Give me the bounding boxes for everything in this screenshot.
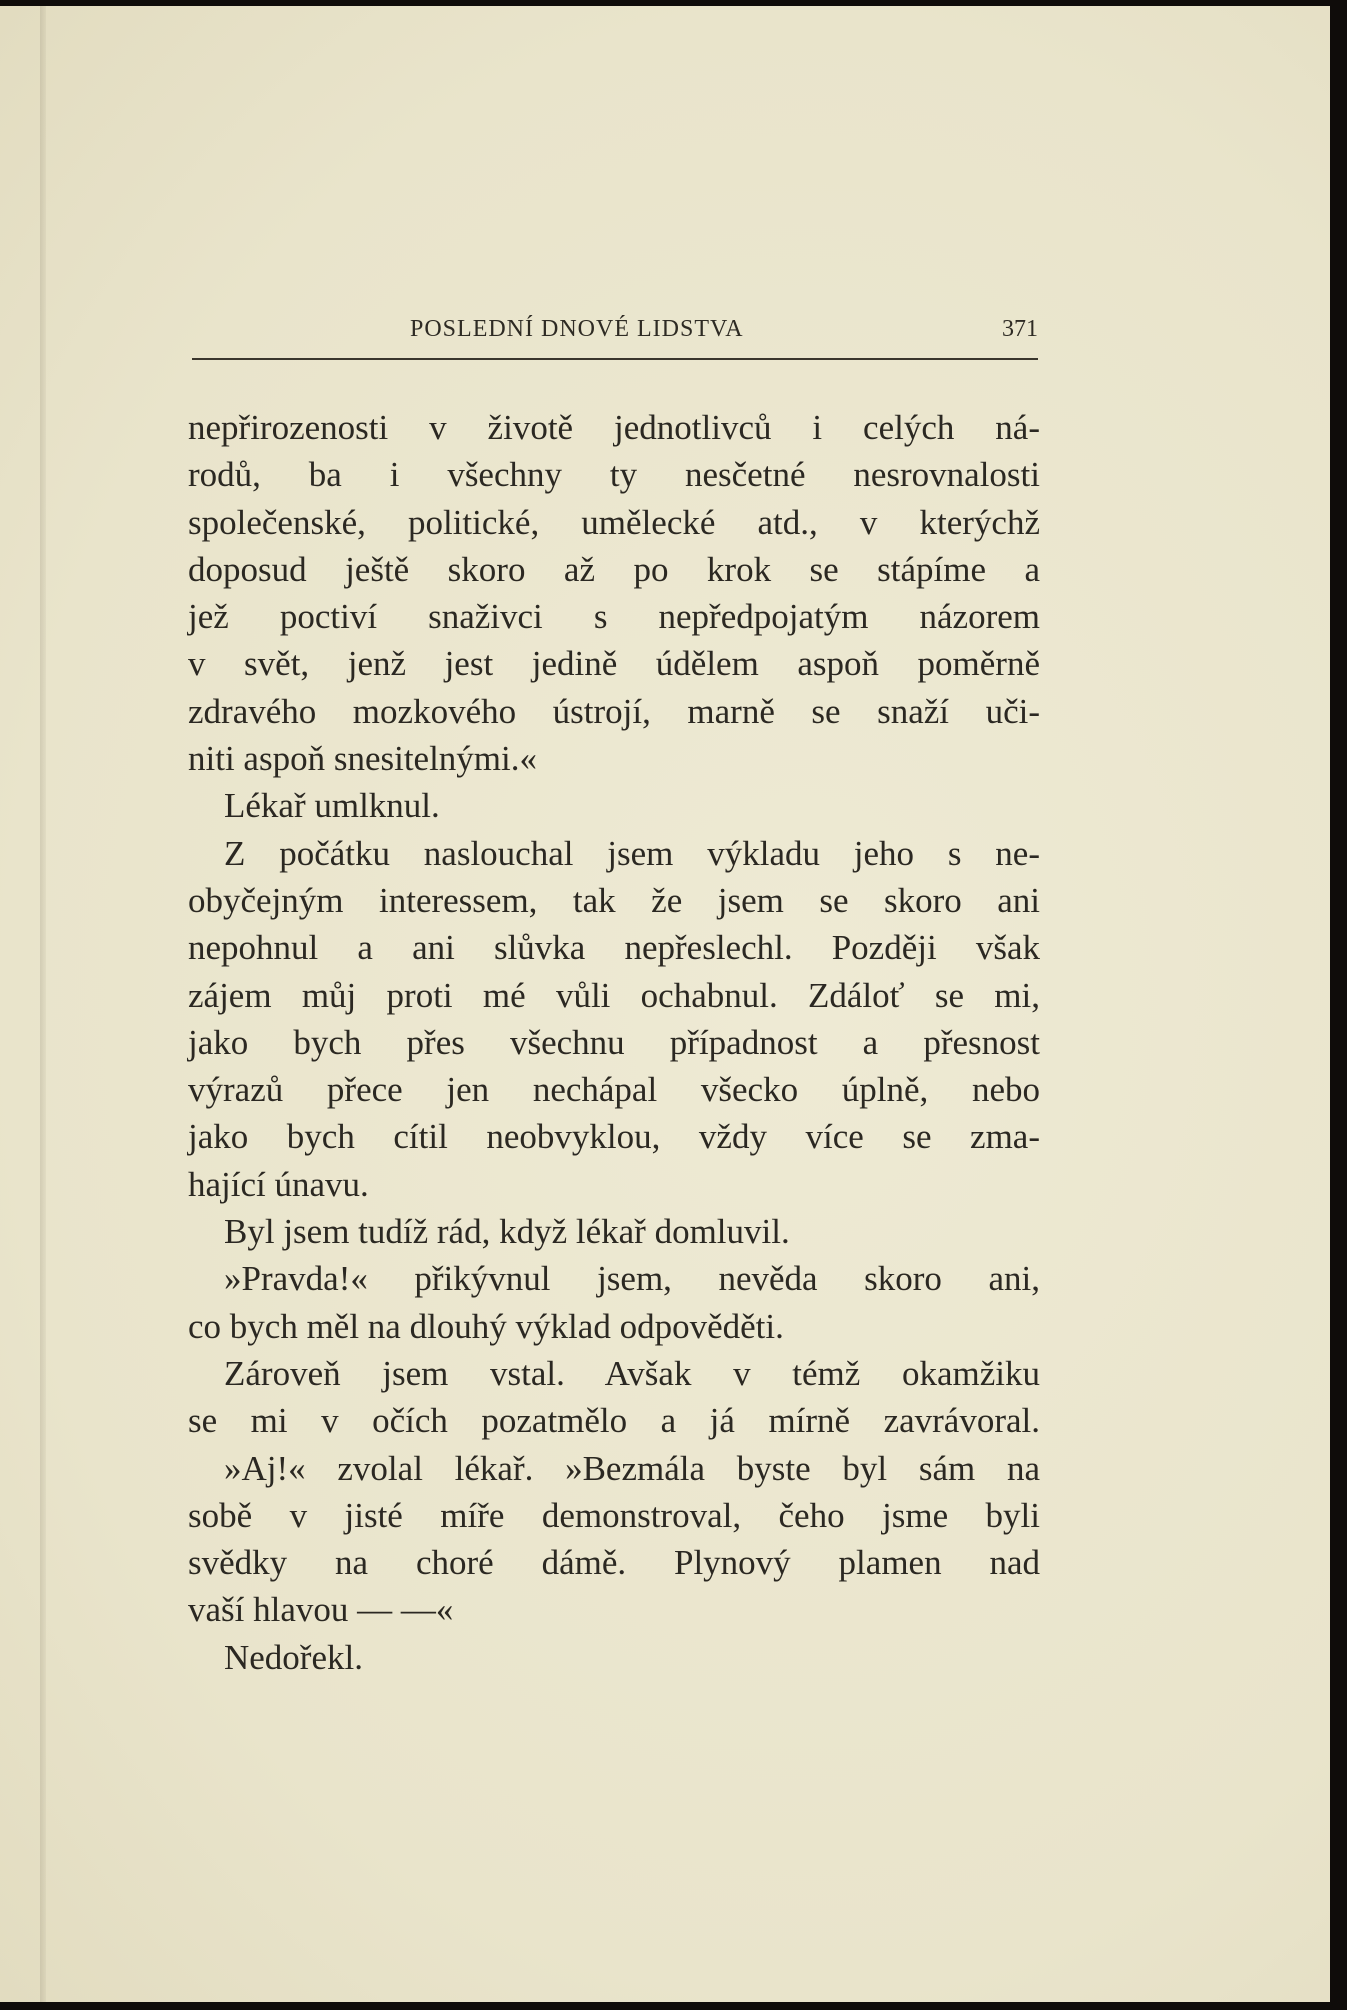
text-line: jež poctiví snaživci s nepředpojatým názorem [188,597,1040,637]
book-page [0,6,1330,2002]
text-line: co bych měl na dlouhý výklad odpověděti. [188,1306,784,1346]
text-line: nepohnul a ani slůvka nepřeslechl. Později však [188,928,1040,968]
text-line: »Pravda!« přikývnul jsem, nevěda skoro ani, [224,1259,1040,1299]
text-line: jako bych cítil neobvyklou, vždy více se zma- [188,1117,1040,1157]
page-header [192,312,1038,352]
running-title: POSLEDNÍ DNOVÉ LIDSTVA [410,316,744,342]
text-line: Lékař umlknul. [224,786,440,826]
text-line: Byl jsem tudíž rád, když lékař domluvil. [224,1212,790,1252]
text-line: Z počátku naslouchal jsem výkladu jeho s ne- [224,833,1040,873]
text-line: nepřirozenosti v životě jednotlivců i celých ná- [188,408,1040,447]
text-line: obyčejným interessem, tak že jsem se skoro ani [188,880,1040,920]
text-line: společenské, politické, umělecké atd., v kterýchž [188,502,1040,542]
page-gutter [40,6,46,2002]
header-rule [192,358,1038,360]
text-line: jako bych přes všechnu případnost a přesnost [188,1022,1040,1062]
text-line: niti aspoň snesitelnými.« [188,739,538,779]
text-line: vaší hlavou — —« [188,1590,454,1630]
text-line: zdravého mozkového ústrojí, marně se snaží uči- [188,691,1040,731]
text-line: Zároveň jsem vstal. Avšak v témž okamžiku [224,1353,1040,1393]
page-number: 371 [1002,316,1038,342]
text-line: svědky na choré dámě. Plynový plamen nad [188,1543,1040,1583]
text-line: v svět, jenž jest jedině údělem aspoň poměrně [188,644,1040,684]
text-line: hající únavu. [188,1164,369,1204]
text-line: se mi v očích pozatmělo a já mírně zavrávoral. [188,1401,1040,1441]
text-line: výrazů přece jen nechápal všecko úplně, nebo [188,1070,1040,1110]
text-line: sobě v jisté míře demonstroval, čeho jsme byli [188,1495,1040,1535]
text-line: zájem můj proti mé vůli ochabnul. Zdáloť se mi, [188,975,1040,1015]
text-line: »Aj!« zvolal lékař. »Bezmála byste byl sám na [224,1448,1040,1488]
text-line: Nedořekl. [224,1637,363,1677]
text-line: rodů, ba i všechny ty nesčetné nesrovnalosti [188,455,1040,495]
text-line: doposud ještě skoro až po krok se stápíme a [188,549,1040,589]
body-text [188,404,1040,1681]
